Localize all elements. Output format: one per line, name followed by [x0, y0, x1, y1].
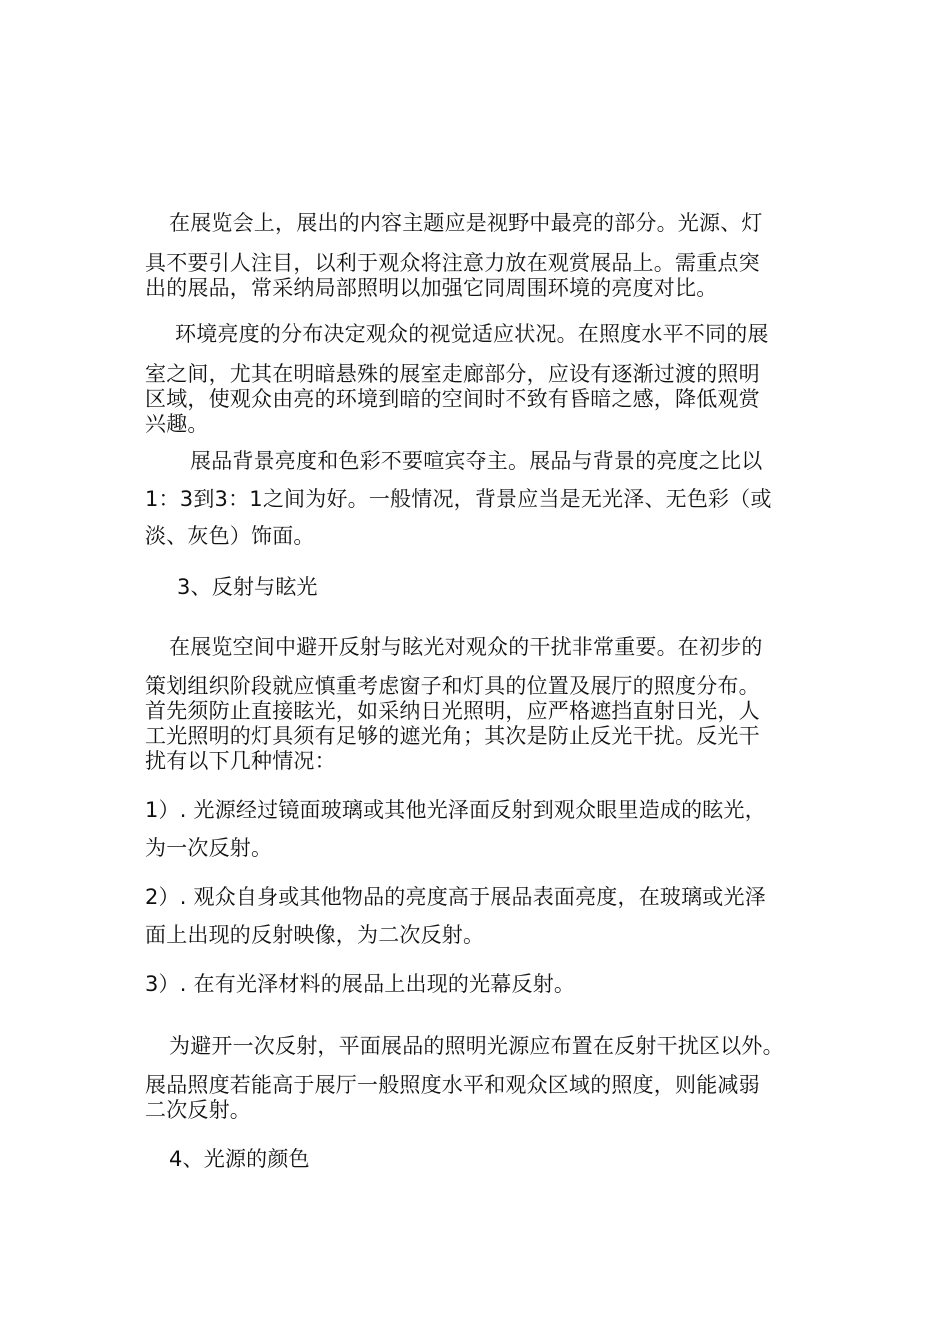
paragraph-3-line-2: 1：3到3：1之间为好。一般情况，背景应当是无光泽、无色彩（或: [145, 487, 772, 511]
paragraph-5-line-1: 为避开一次反射，平面展品的照明光源应布置在反射干扰区以外。: [169, 1034, 784, 1058]
paragraph-3-line-3: 淡、灰色）饰面。: [145, 524, 315, 548]
paragraph-2-line-2: 室之间，尤其在明暗悬殊的展室走廊部分，应设有逐渐过渡的照明: [145, 362, 760, 386]
list-item-1-line-1: 1）. 光源经过镜面玻璃或其他光泽面反射到观众眼里造成的眩光，: [145, 798, 766, 822]
paragraph-4-line-2: 策划组织阶段就应慎重考虑窗子和灯具的位置及展厅的照度分布。: [145, 674, 760, 698]
paragraph-5-line-3: 二次反射。: [145, 1098, 251, 1122]
paragraph-2-line-4: 兴趣。: [145, 412, 209, 436]
paragraph-4-line-4: 工光照明的灯具须有足够的遮光角；其次是防止反光干扰。反光干: [145, 724, 760, 748]
paragraph-3-line-1: 展品背景亮度和色彩不要喧宾夺主。展品与背景的亮度之比以: [190, 449, 763, 473]
paragraph-4-line-3: 首先须防止直接眩光，如采纳日光照明，应严格遮挡直射日光，人: [145, 699, 760, 723]
paragraph-1-line-1: 在展览会上，展出的内容主题应是视野中最亮的部分。光源、灯: [169, 211, 763, 235]
paragraph-5-line-2: 展品照度若能高于展厅一般照度水平和观众区域的照度，则能减弱: [145, 1073, 760, 1097]
paragraph-2-line-1: 环境亮度的分布决定观众的视觉适应状况。在照度水平不同的展: [175, 322, 769, 346]
list-item-1-line-2: 为一次反射。: [145, 836, 273, 860]
list-item-2-line-1: 2）. 观众自身或其他物品的亮度高于展品表面亮度，在玻璃或光泽: [145, 885, 766, 909]
paragraph-4-line-1: 在展览空间中避开反射与眩光对观众的干扰非常重要。在初步的: [169, 635, 763, 659]
section-heading-reflection: 3、反射与眩光: [177, 575, 318, 599]
section-heading-light-color: 4、光源的颜色: [169, 1147, 310, 1171]
paragraph-2-line-3: 区域，使观众由亮的环境到暗的空间时不致有昏暗之感，降低观赏: [145, 387, 760, 411]
paragraph-4-line-5: 扰有以下几种情况：: [145, 749, 336, 773]
paragraph-1-line-2: 具不要引人注目，以利于观众将注意力放在观赏展品上。需重点突: [145, 251, 760, 275]
paragraph-1-line-3: 出的展品，常采纳局部照明以加强它同周围环境的亮度对比。: [145, 276, 718, 300]
list-item-3-line-1: 3）. 在有光泽材料的展品上出现的光幕反射。: [145, 972, 576, 996]
list-item-2-line-2: 面上出现的反射映像，为二次反射。: [145, 923, 485, 947]
